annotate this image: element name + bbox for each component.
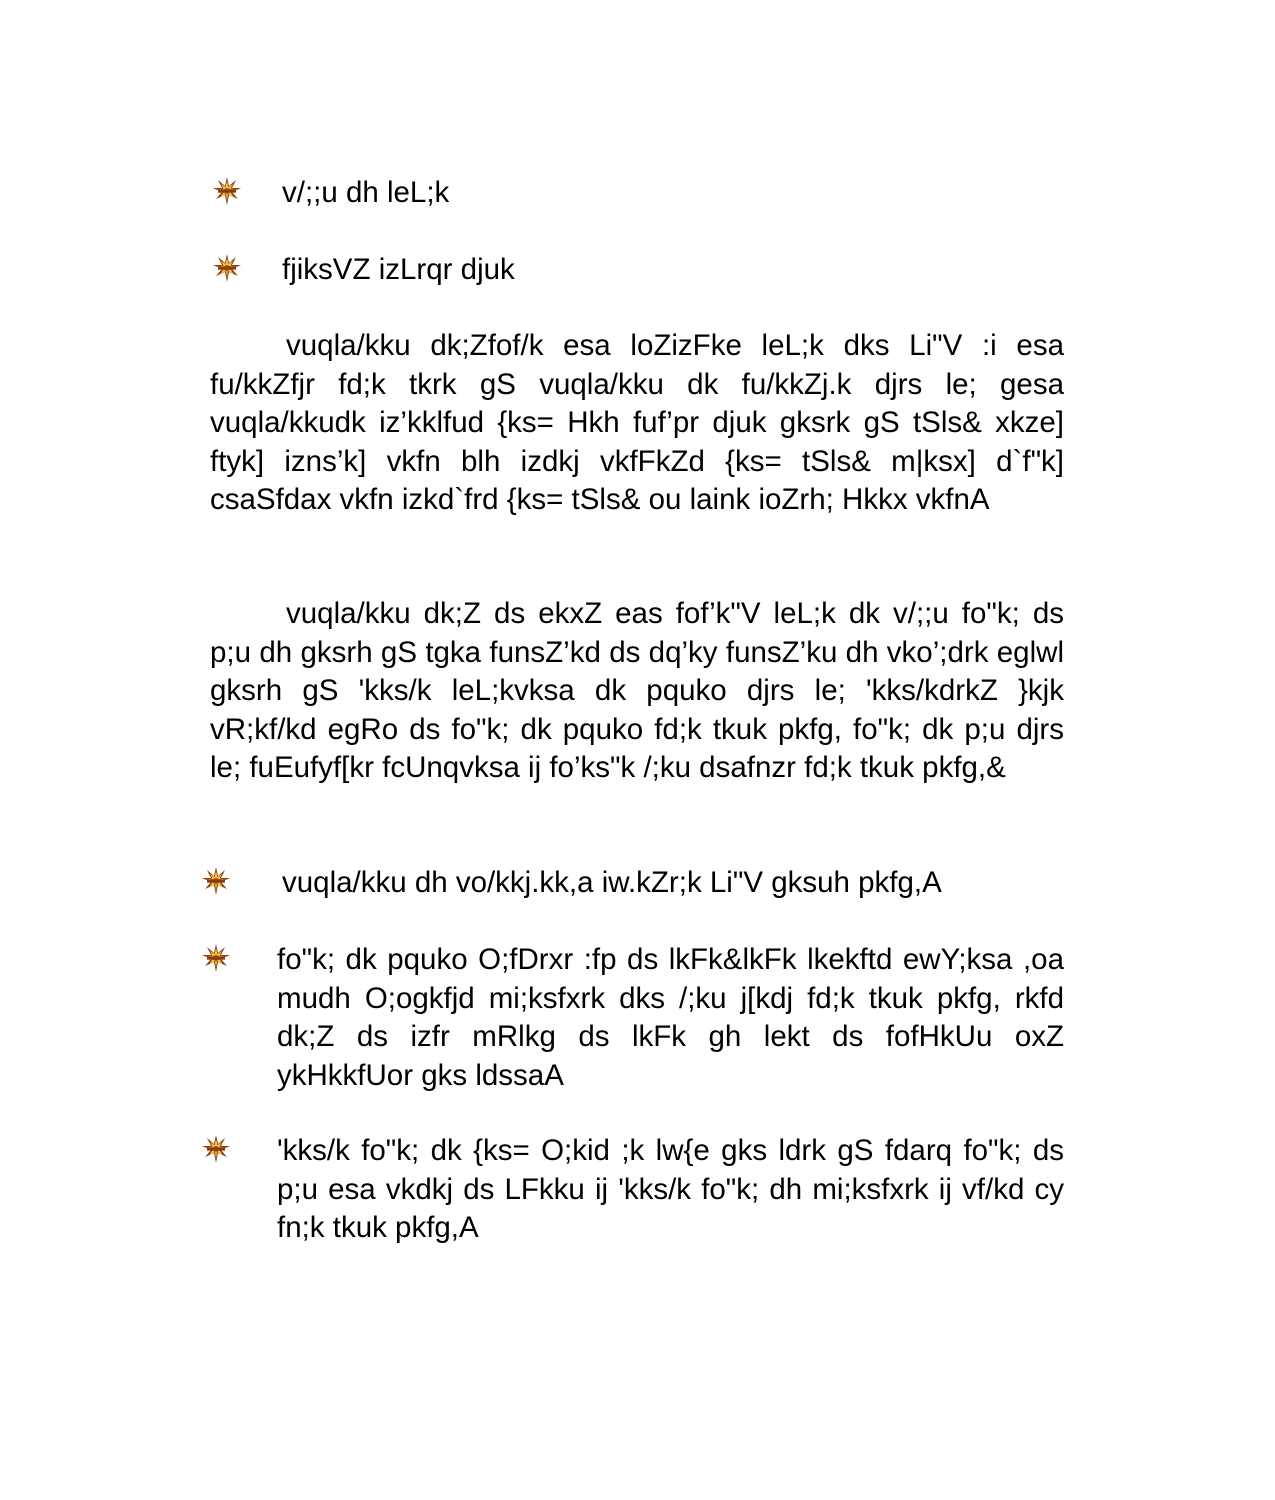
bullet-text: fjiksVZ izLrqr djuk	[282, 253, 515, 286]
paragraph: vuqla/kku dk;Z ds ekxZ eas fof’k"V leL;k dk v/;;u fo"k; ds p;u dh gksrh gS tgka funsZ’kd ds dq’ky funsZ’ku dh vko’;drk eglwl gksrh gS 'kks/k leL;kvksa dk pquko djrs le; 'kks/kdrkZ }kjk vR;kf/kd egRo ds fo"k; dk pquko fd;k tkuk pkfg, fo"k; dk p;u djrs le; fuEufyf[kr fcUnqvksa ij fo’ks"k /;ku dsafnzr fd;k tkuk pkfg,&	[210, 597, 1064, 784]
bullet-text: vuqla/kku dh vo/kkj.kk,a iw.kZr;k Li"V gksuh pkfg,A	[282, 866, 942, 899]
bullet-text: v/;;u dh leL;k	[282, 176, 450, 209]
paragraph: vuqla/kku dk;Zfof/k esa loZizFke leL;k dks Li"V :i esa fu/kkZfjr fd;k tkrk gS vuqla/kku dk fu/kkZj.k djrs le; gesa vuqla/kkudk iz’kklfud {ks= Hkh fuf’pr djuk gksrk gS tSls& xkze] ftyk] izns’k] vkfn blh izdkj vkfFkZd {ks= tSls& m|ksx] d`f"k] csaSfdax vkfn izkd`frd {ks= tSls& ou laink ioZrh; Hkkx vkfnA	[210, 329, 1064, 516]
bullet-text: 'kks/k fo"k; dk {ks= O;kid ;k lw{e gks ldrk gS fdarq fo"k; ds p;u esa vkdkj ds LFkku ij 'kks/k fo"k; dh mi;ksfxrk ij vf/kd cy fn;k tkuk pkfg,A	[277, 1134, 1064, 1244]
star-burst-icon	[212, 253, 242, 283]
star-burst-icon	[212, 176, 242, 206]
bullet-text: fo"k; dk pquko O;fDrxr :fp ds lkFk&lkFk lkekftd ewY;ksa ,oa mudh O;ogkfjd mi;ksfxrk dks /;ku j[kdj fd;k tkuk pkfg, rkfd dk;Z ds izfr mRlkg ds lkFk gh lekt ds fofHkUu oxZ ykHkkfUor gks ldssaA	[277, 943, 1064, 1092]
star-burst-icon	[201, 943, 231, 973]
star-burst-icon	[201, 866, 231, 896]
star-burst-icon	[201, 1134, 231, 1164]
